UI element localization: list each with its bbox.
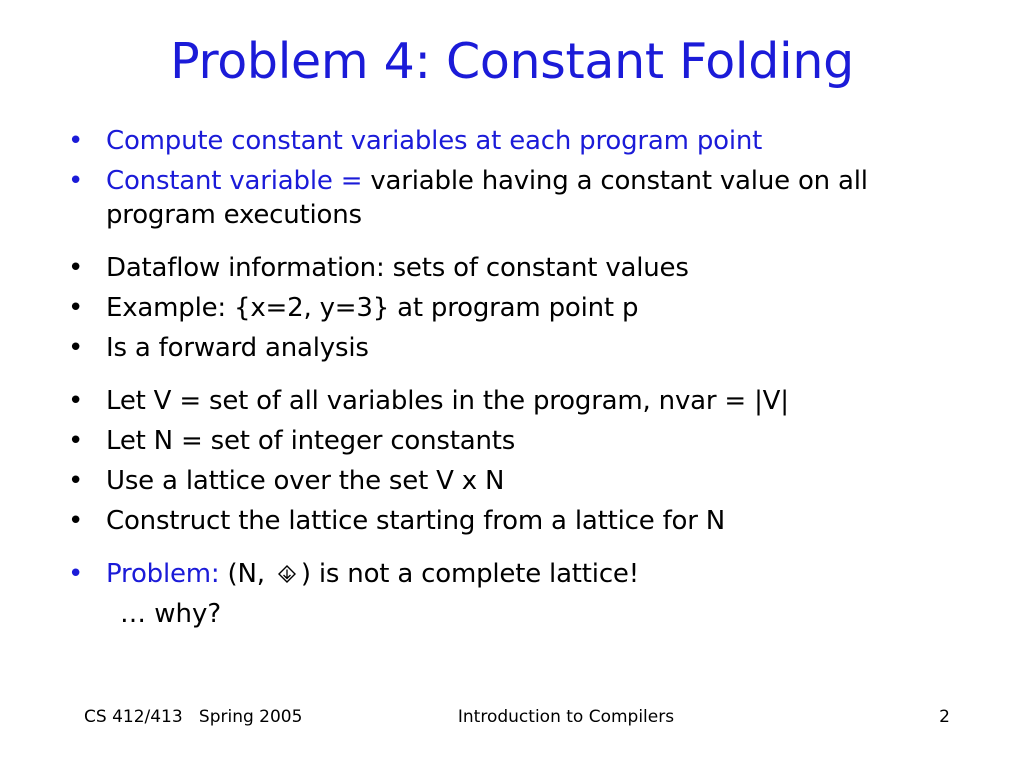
bullet-text: Example: {x=2, y=3} at program point p [106, 293, 639, 323]
bullet-marker: • [68, 506, 84, 536]
bullet-marker: • [68, 293, 84, 323]
bullet-text: ) is not a complete lattice! [300, 559, 639, 589]
bullet-item [68, 424, 968, 458]
bullet-highlight: Problem: [106, 559, 220, 589]
bullet-item [68, 164, 968, 232]
bullet-marker: • [68, 166, 84, 196]
partial-order-diamond-icon [278, 558, 296, 576]
bullet-text: Let N = set of integer constants [106, 426, 516, 456]
page-number: 2 [939, 707, 950, 727]
footer-course: CS 412/413 Spring 2005 [84, 707, 303, 727]
bullet-marker: • [68, 253, 84, 283]
bullet-marker: • [68, 333, 84, 363]
bullet-marker: • [68, 426, 84, 456]
sub-line: … why? [120, 599, 222, 629]
bullet-highlight: Compute constant variables at each program point [106, 126, 763, 156]
bullet-item [68, 557, 968, 591]
bullet-item [68, 504, 968, 538]
bullet-item [68, 291, 968, 325]
bullet-text: Construct the lattice starting from a lattice for N [106, 506, 726, 536]
bullet-marker: • [68, 466, 84, 496]
bullet-list [68, 124, 968, 631]
slide-title: Problem 4: Constant Folding [170, 33, 854, 90]
bullet-text: variable having a constant value on all program executions [106, 166, 868, 230]
bullet-item [68, 331, 968, 365]
bullet-highlight: Constant variable = [106, 166, 363, 196]
bullet-text: Use a lattice over the set V x N [106, 466, 505, 496]
bullet-marker: • [68, 126, 84, 156]
bullet-text: Let V = set of all variables in the program, nvar = |V| [106, 386, 789, 416]
bullet-text: (N, [219, 559, 273, 589]
bullet-text: Is a forward analysis [106, 333, 369, 363]
bullet-item [68, 384, 968, 418]
bullet-item [68, 251, 968, 285]
footer-title: Introduction to Compilers [457, 707, 675, 727]
bullet-marker: • [68, 559, 84, 589]
bullet-item [68, 124, 968, 158]
bullet-item [68, 464, 968, 498]
bullet-marker: • [68, 386, 84, 416]
bullet-text: Dataflow information: sets of constant values [106, 253, 689, 283]
